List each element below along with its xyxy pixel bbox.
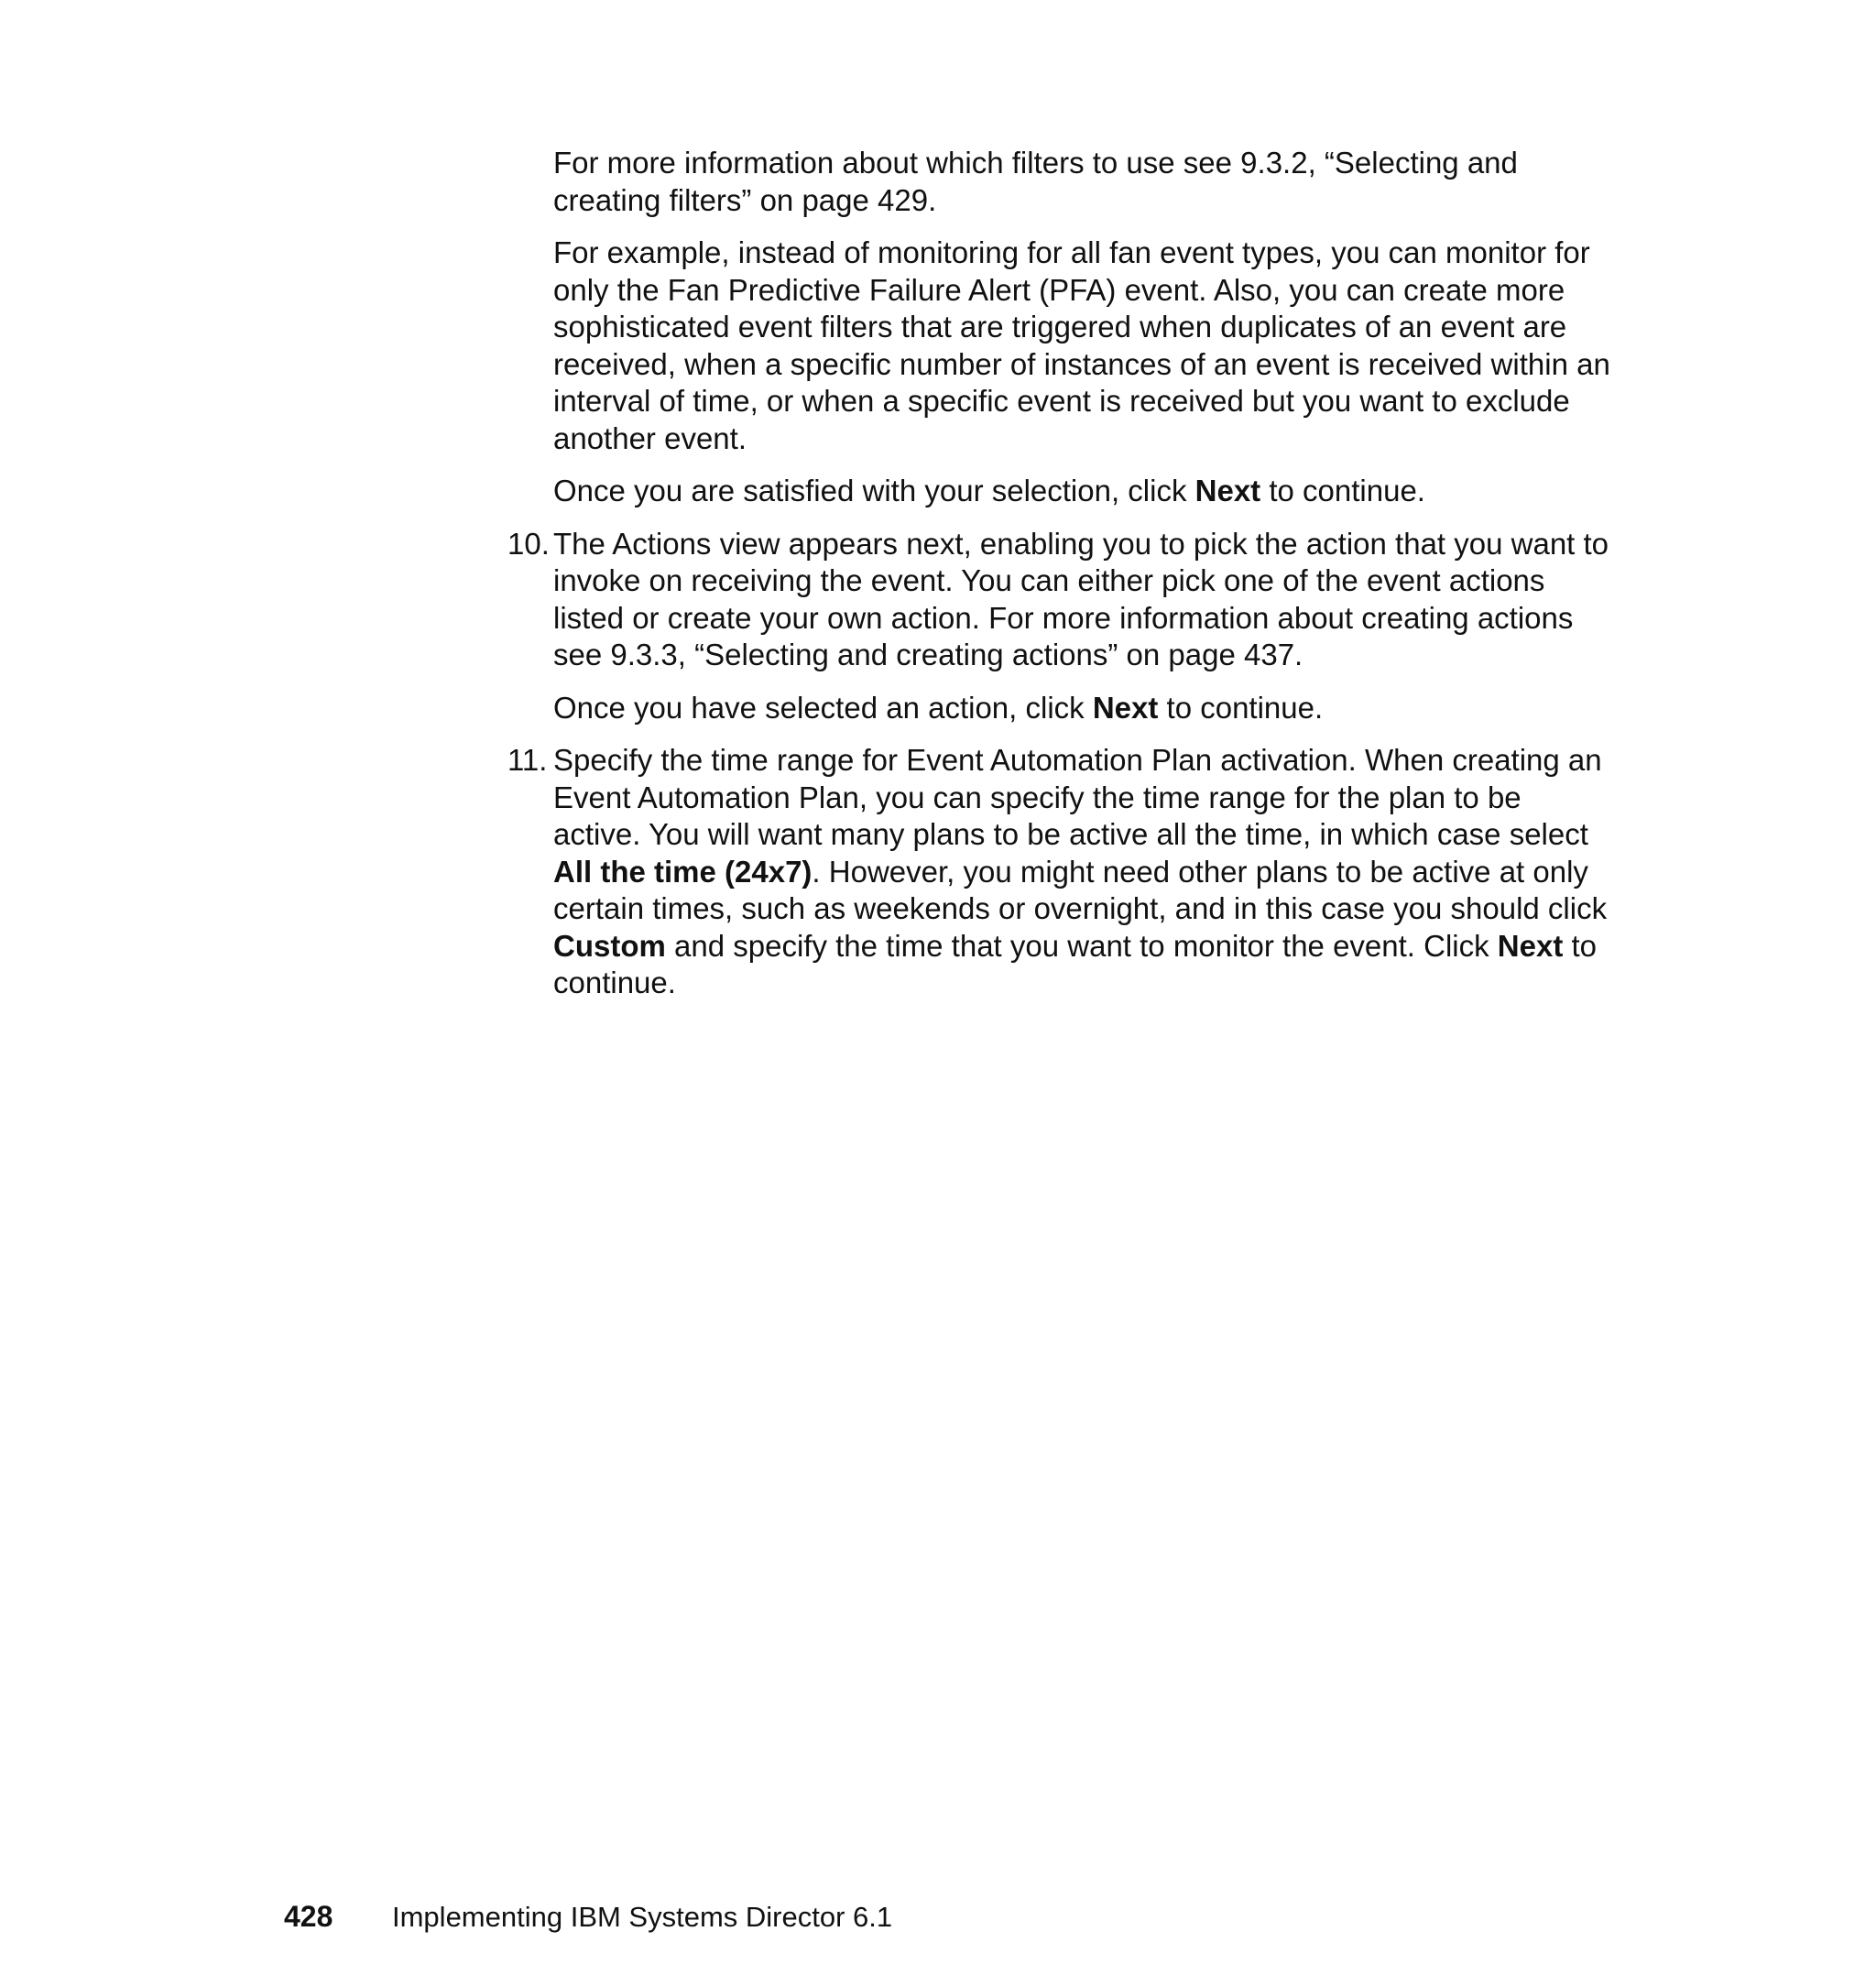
page-number: 428	[284, 1900, 333, 1933]
list-item-10	[507, 526, 1616, 727]
text-segment: and specify the time that you want to monitor the event. Click	[665, 928, 1498, 963]
list-item-body	[553, 526, 1616, 727]
text-segment: . However, you might need other plans to be active at only certain times, such as weekends or overnight, and in this case you should click	[553, 854, 1608, 925]
text-segment: to continue.	[1260, 474, 1425, 507]
text-segment: Once you are satisfied with your selection, click	[553, 474, 1195, 507]
paragraph-fan-example: For example, instead of monitoring for all fan event types, you can monitor for only the Fan Predictive Failure Alert (PFA) event. Also, you can create more sophisticated event filters that are triggered when duplicates of an event are received, when a specific number of instances of an event is received within an interval of time, or when a specific event is received but you want to exclude another event.	[553, 235, 1610, 455]
text-segment: Once you have selected an action, click	[553, 690, 1093, 725]
list-item-number: 10.	[507, 526, 550, 561]
bold-next: Next	[1497, 928, 1564, 963]
list-item-body	[553, 742, 1616, 1002]
bold-next: Next	[1194, 474, 1261, 507]
list-item-11	[507, 742, 1616, 1002]
bold-all-the-time: All the time (24x7)	[553, 854, 813, 889]
list-item-number: 11.	[507, 743, 548, 777]
paragraph-next-instruction	[553, 473, 1616, 510]
paragraph-actions-view: The Actions view appears next, enabling you to pick the action that you want to invoke on receiving the event. You can either pick one of the event actions listed or create your own action. For more information about creating actions see 9.3.3, “Selecting and creating actions” on page 437.	[553, 526, 1609, 671]
body-content	[507, 145, 1616, 1018]
text-segment: to continue.	[553, 928, 1598, 999]
paragraph-filters-reference: For more information about which filters to use see 9.3.2, “Selecting and creating filters” on page 429.	[553, 146, 1518, 217]
book-title: Implementing IBM Systems Director 6.1	[392, 1901, 893, 1933]
text-segment: to continue.	[1158, 690, 1324, 725]
bold-next: Next	[1092, 690, 1159, 725]
paragraph-action-next	[553, 690, 1616, 727]
text-segment: Specify the time range for Event Automation Plan activation. When creating an Event Automation Plan, you can specify the time range for the plan to be active. You will want many plans to be active all the time, in which case select	[553, 743, 1602, 851]
bold-custom: Custom	[553, 928, 666, 963]
page-footer	[284, 1898, 892, 1936]
paragraph-time-range	[553, 742, 1616, 1002]
